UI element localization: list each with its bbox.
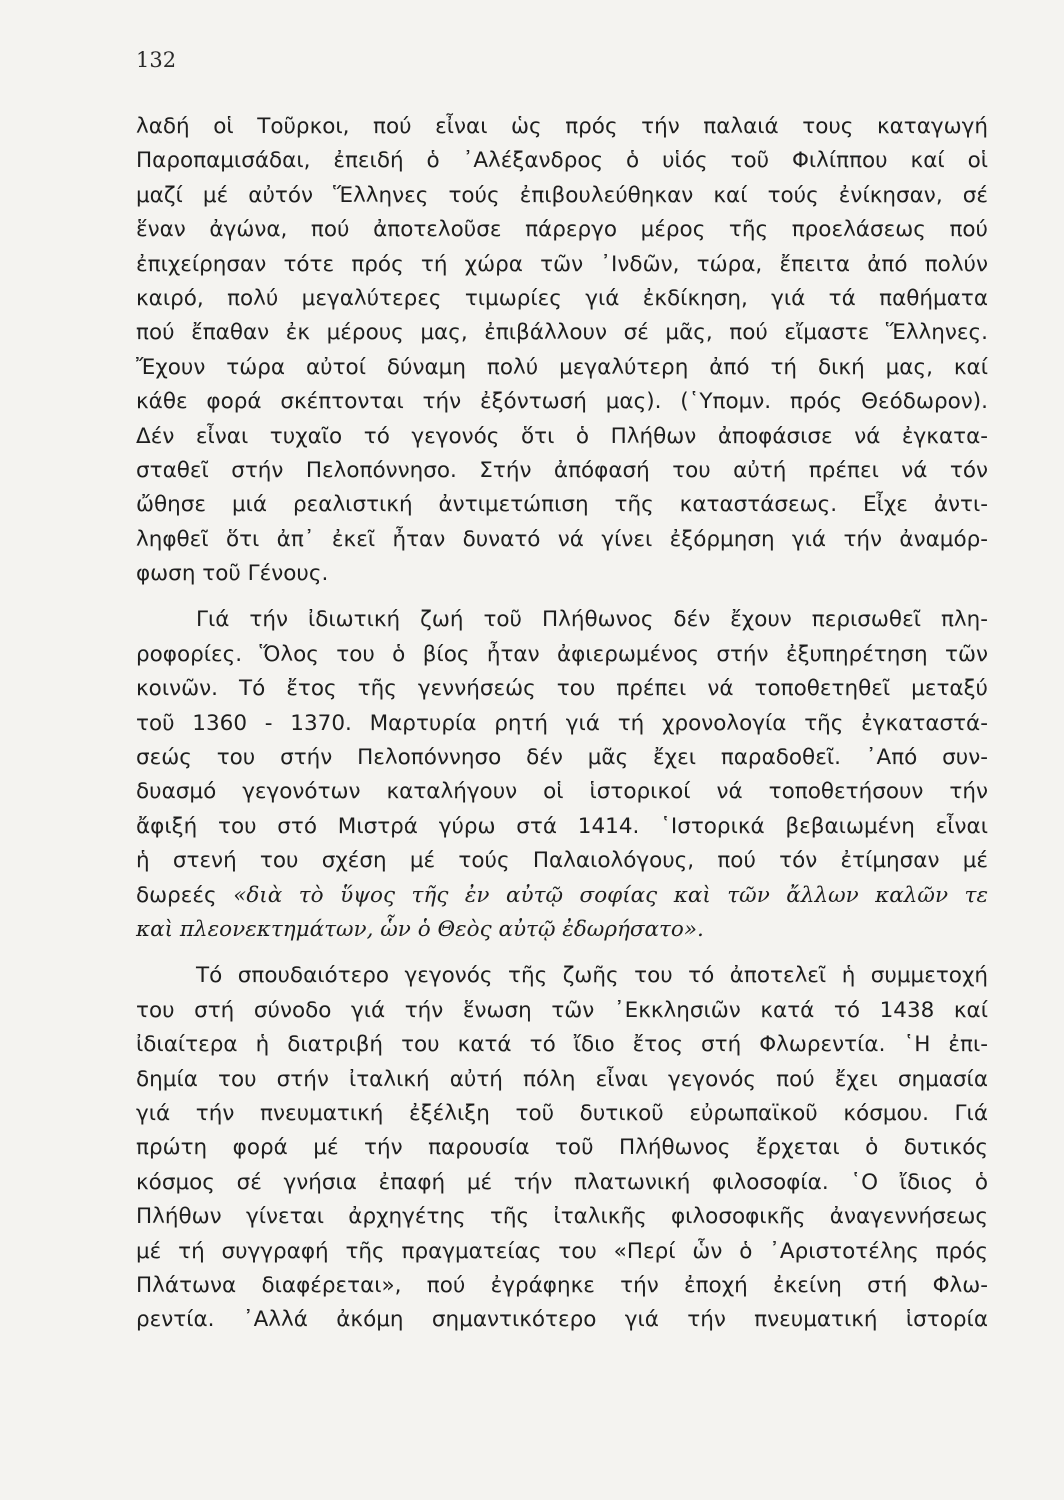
- text-line: Δέν εἶναι τυχαῖο τό γεγονός ὅτι ὁ Πλήθων ἀποφάσισε νά ἐγκατα-: [136, 423, 988, 449]
- text-line: του στή σύνοδο γιά τήν ἕνωση τῶν ᾿Εκκλησιῶν κατά τό 1438 καί: [136, 997, 988, 1023]
- page-number: 132: [136, 48, 177, 72]
- paragraph-2: [136, 603, 988, 947]
- text-line: ροφορίες. Ὅλος του ὁ βίος ἦταν ἀφιερωμένος στήν ἐξυπηρέτηση τῶν: [136, 641, 988, 667]
- text-line: μέ τή συγγραφή τῆς πραγματείας του «Περί ὧν ὁ ᾿Αριστοτέλης πρός: [136, 1238, 988, 1264]
- text-line: ἄφιξή του στό Μιστρά γύρω στά 1414. ῾Ιστορικά βεβαιωμένη εἶναι: [136, 813, 988, 839]
- text-line: φωση τοῦ Γένους.: [136, 561, 329, 587]
- quotation-italic-line: καὶ πλεονεκτημάτων, ὧν ὁ Θεὸς αὐτῷ ἐδωρήσατο».: [136, 916, 704, 942]
- text-line: ἐπιχείρησαν τότε πρός τή χώρα τῶν ᾿Ινδῶν, τώρα, ἔπειτα ἀπό πολύν: [136, 251, 988, 277]
- text-line: Παροπαμισάδαι, ἐπειδή ὁ ᾿Αλέξανδρος ὁ υἱός τοῦ Φιλίππου καί οἱ: [136, 148, 988, 174]
- text-line: ἕναν ἀγώνα, πού ἀποτελοῦσε πάρεργο μέρος τῆς προελάσεως πού: [136, 217, 988, 243]
- text-line: μαζί μέ αὐτόν Ἕλληνες τούς ἐπιβουλεύθηκαν καί τούς ἐνίκησαν, σέ: [136, 182, 988, 208]
- text-line: ληφθεῖ ὅτι ἀπ᾿ ἐκεῖ ἦταν δυνατό νά γίνει ἐξόρμηση γιά τήν ἀναμόρ-: [136, 526, 988, 552]
- quotation-italic: «διὰ τὸ ὕψος τῆς ἐν αὐτῷ σοφίας καὶ τῶν ἄλλων καλῶν τε: [233, 882, 988, 908]
- text-line: τοῦ 1360 - 1370. Μαρτυρία ρητή γιά τή χρονολογία τῆς ἐγκαταστά-: [136, 710, 988, 736]
- text-line: πού ἔπαθαν ἐκ μέρους μας, ἐπιβάλλουν σέ μᾶς, πού εἴμαστε Ἕλληνες.: [136, 320, 988, 346]
- text-line: πρώτη φορά μέ τήν παρουσία τοῦ Πλήθωνος ἔρχεται ὁ δυτικός: [136, 1135, 988, 1161]
- text-line: δυασμό γεγονότων καταλήγουν οἱ ἱστορικοί νά τοποθετήσουν τήν: [136, 779, 988, 805]
- body-text: [136, 110, 988, 1338]
- text-line: ρεντία. ᾿Αλλά ἀκόμη σημαντικότερο γιά τήν πνευματική ἱστορία: [136, 1307, 988, 1333]
- text-line: ἰδιαίτερα ἡ διατριβή του κατά τό ἴδιο ἔτος στή Φλωρεντία. ῾Η ἐπι-: [136, 1032, 988, 1058]
- text-line: κοινῶν. Τό ἔτος τῆς γεννήσεώς του πρέπει νά τοποθετηθεῖ μεταξύ: [136, 676, 988, 702]
- text-line: [136, 879, 988, 913]
- text-line: σεώς του στήν Πελοπόννησο δέν μᾶς ἔχει παραδοθεῖ. ᾿Από συν-: [136, 745, 988, 771]
- paragraph-1: [136, 110, 988, 591]
- text-line: ἡ στενή του σχέση μέ τούς Παλαιολόγους, πού τόν ἐτίμησαν μέ: [136, 848, 988, 874]
- text-line: δημία του στήν ἰταλική αὐτή πόλη εἶναι γεγονός πού ἔχει σημασία: [136, 1066, 988, 1092]
- text-line: Πλάτωνα διαφέρεται», πού ἐγράφηκε τήν ἐποχή ἐκείνη στή Φλω-: [136, 1272, 988, 1298]
- text-line: Πλήθων γίνεται ἀρχηγέτης τῆς ἰταλικῆς φιλοσοφικῆς ἀναγεννήσεως: [136, 1204, 988, 1230]
- text-line: λαδή οἱ Τοῦρκοι, πού εἶναι ὡς πρός τήν παλαιά τους καταγωγή: [136, 114, 988, 139]
- text-line: κάθε φορά σκέπτονται τήν ἐξόντωσή μας). (῾Υπομν. πρός Θεόδωρον).: [136, 389, 988, 415]
- text-segment: δωρεές: [136, 882, 234, 908]
- text-line: γιά τήν πνευματική ἐξέλιξη τοῦ δυτικοῦ εὐρωπαϊκοῦ κόσμου. Γιά: [136, 1100, 988, 1126]
- text-line: ὤθησε μιά ρεαλιστική ἀντιμετώπιση τῆς καταστάσεως. Εἶχε ἀντι-: [136, 492, 988, 518]
- text-line: Γιά τήν ἰδιωτική ζωή τοῦ Πλήθωνος δέν ἔχουν περισωθεῖ πλη-: [196, 607, 988, 633]
- text-line: Ἔχουν τώρα αὐτοί δύναμη πολύ μεγαλύτερη ἀπό τή δική μας, καί: [136, 354, 988, 380]
- text-line: Τό σπουδαιότερο γεγονός τῆς ζωῆς του τό ἀποτελεῖ ἡ συμμετοχή: [196, 963, 988, 989]
- text-line: καιρό, πολύ μεγαλύτερες τιμωρίες γιά ἐκδίκηση, γιά τά παθήματα: [136, 285, 988, 311]
- paragraph-3: [136, 959, 988, 1337]
- text-line: κόσμος σέ γνήσια ἐπαφή μέ τήν πλατωνική φιλοσοφία. ῾Ο ἴδιος ὁ: [136, 1169, 988, 1195]
- text-line: σταθεῖ στήν Πελοπόννησο. Στήν ἀπόφασή του αὐτή πρέπει νά τόν: [136, 457, 988, 483]
